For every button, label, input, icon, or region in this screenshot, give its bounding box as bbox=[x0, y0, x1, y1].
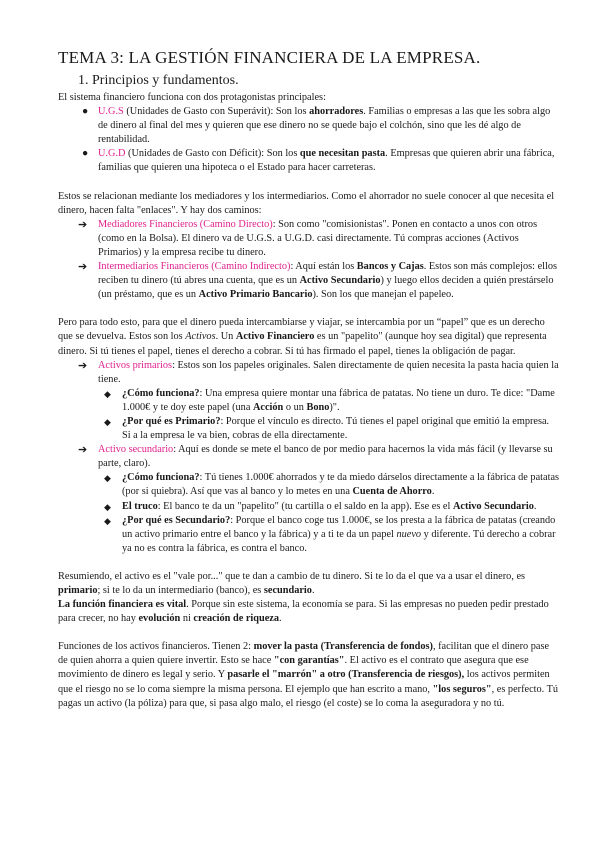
arrow-icon: ➔ bbox=[78, 261, 88, 274]
diamond-icon: ◆ bbox=[104, 501, 111, 512]
list-item-primarios-como: ◆ ¿Cómo funciona?: Una empresa quiere montar una fábrica de patatas. No tiene un duro. Te dice: "Dame 1.000€ y te doy este papel (una Acción o un Bono)". bbox=[104, 387, 555, 413]
list-item-secundario-porque: ◆ ¿Por qué es Secundario?: Porque el banco coge tus 1.000€, se los presta a la fábrica de patatas (creando un activo primario entre el banco y la fábrica) y a ti te da un papel nuevo y diferente. Tú derecho a cobrar ya no es contra la fábrica, es contra el banco. bbox=[104, 514, 556, 554]
arrow-icon: ➔ bbox=[78, 444, 88, 457]
diamond-icon: ◆ bbox=[104, 473, 111, 484]
list-item-primarios: ➔ Activos primarios: Estos son los papeles originales. Salen directamente de quien necesita la pasta hacia quien la tiene. bbox=[78, 359, 559, 385]
activos-paragraph: Pero para todo esto, para que el dinero pueda intercambiarse y viajar, se intercambia por un “papel” que es un derecho que se devuelva. Estos son los Activos. Un Activo Financiero es un "papelito" (aunque hoy sea digital) que representa dinero. Si tú tienes el papel, tienes el derecho a cobrar. Si tú has firmado el papel, tienes la obligación de pagar. bbox=[58, 317, 547, 357]
section-heading: 1. Principios y fundamentos. bbox=[78, 73, 239, 88]
arrow-icon: ➔ bbox=[78, 359, 88, 372]
list-item-secundario: ➔ Activo secundario: Aquí es donde se mete el banco de por medio para hacernos la vida más fácil (y llevarse su parte, claro). bbox=[78, 444, 553, 470]
list-item-primarios-porque: ◆ ¿Por qué es Primario?: Porque el vínculo es directo. Tú tienes el papel original que emitió la empresa. Si a la empresa le va bien, cobras de ella directamente. bbox=[104, 415, 550, 442]
diamond-icon: ◆ bbox=[104, 416, 111, 427]
list-item-secundario-truco: ◆ El truco: El banco te da un "papelito" (tu cartilla o el saldo en la app). Ese es el Activo Secundario. bbox=[58, 500, 560, 514]
protagonists-list bbox=[58, 105, 560, 175]
activos-list-2 bbox=[58, 443, 560, 471]
intro-paragraph: El sistema financiero funciona con dos protagonistas principales: bbox=[58, 92, 326, 103]
bullet-icon: ● bbox=[82, 148, 89, 160]
list-item-intermediarios: ➔ Intermediarios Financieros (Camino Indirecto): Aquí están los Bancos y Cajas. Estos son más complejos: ellos reciben tu dinero (tú abres una cuenta, que es un Activo Secundario) y luego ellos deciden a quién prestárselo (un préstamo, que es un Activo Primario Bancario). Son los que manejan el papeleo. bbox=[78, 261, 558, 301]
list-item-secundario-como: ◆ ¿Cómo funciona?: Tú tienes 1.000€ ahorrados y te da miedo dárselos directamente a la fábrica de patatas (por si quiebra). Así que vas al banco y lo metes en una Cuenta de Ahorro. bbox=[104, 472, 560, 498]
activos-list bbox=[58, 359, 560, 387]
list-item-mediadores: ➔ Mediadores Financieros (Camino Directo): Son como "comisionistas". Ponen en contacto a unos con otros (como en la Bolsa). El dinero va de U.G.S. a U.G.D. casi directamente. Tú compras acciones (Activos Primarios) y la empresa recibe tu dinero. bbox=[78, 218, 538, 258]
secundario-sublist bbox=[58, 471, 560, 556]
summary-paragraph: Resumiendo, el activo es el "vale por..." que te dan a cambio de tu dinero. Si te lo da el que va a usar el dinero, es primario; si te lo da un intermediario (banco), es secundario. bbox=[58, 570, 526, 596]
arrow-icon: ➔ bbox=[78, 218, 88, 231]
bullet-icon: ● bbox=[82, 106, 89, 118]
relation-paragraph: Estos se relacionan mediante los mediadores y los intermediarios. Como el ahorrador no suele conocer al que necesita el dinero, hacen falta "enlaces". Y hay dos caminos: bbox=[58, 190, 555, 216]
list-item-ugd: ● U.G.D (Unidades de Gasto con Déficit): Son los que necesitan pasta. Empresas que quieren abrir una fábrica, familias que quieren una hipoteca o el Estado para hacer carreteras. bbox=[82, 148, 555, 174]
functions-paragraph: Funciones de los activos financieros. Tienen 2: mover la pasta (Transferencia de fondos), facilitan que el dinero pase de quien ahorra a quien quiere invertir. Esto se hace "con garantías". El activo es el contrato que asegura que ese movimiento de dinero es legal y serio. Y pasarle el "marrón" a otro (Transferencia de riesgos), los activos permiten que el riesgo no se lo coma siempre la misma persona. El ejemplo que han escrito a mano, "los seguros", es perfecto. Tú pagas un activo (la póliza) para que, si pasa algo malo, el riesgo (el coste) se lo coma la aseguradora y no tú. bbox=[58, 641, 559, 709]
function-paragraph: La función financiera es vital. Porque sin este sistema, la economía se para. Si las empresas no pueden pedir prestado para crecer, no hay evolución ni creación de riqueza. bbox=[58, 599, 549, 625]
primarios-sublist bbox=[58, 387, 560, 443]
diamond-icon: ◆ bbox=[104, 515, 111, 526]
paths-list bbox=[58, 218, 560, 303]
page-title: TEMA 3: LA GESTIÓN FINANCIERA DE LA EMPRESA. bbox=[58, 48, 481, 67]
diamond-icon: ◆ bbox=[104, 388, 111, 399]
list-item-ugs: ● U.G.S (Unidades de Gasto con Superávit): Son los ahorradores. Familias o empresas a las que les sobra algo de dinero al final del mes y quieren que ese dinero no se quede bajo el colchón, sino que les dé algo de rentabilidad. bbox=[82, 106, 551, 146]
